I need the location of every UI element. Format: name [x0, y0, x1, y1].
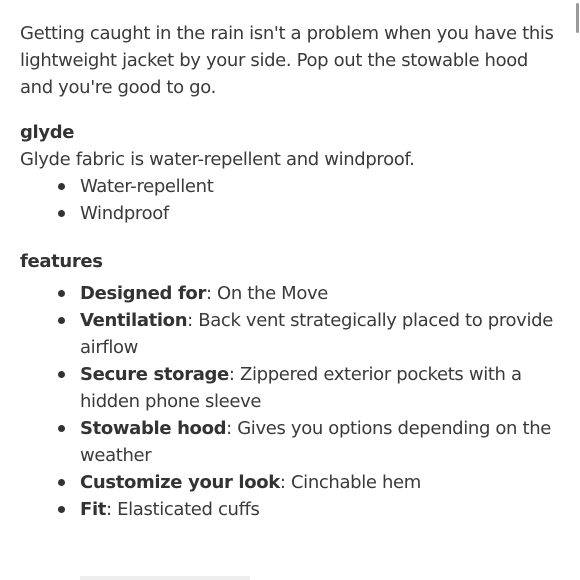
- feature-item-fit: [80, 496, 555, 523]
- feature-text: : Elasticated cuffs: [106, 499, 260, 520]
- feature-item-stowable-hood: [80, 415, 555, 469]
- feature-label: Stowable hood: [80, 418, 227, 439]
- feature-label: Customize your look: [80, 472, 280, 493]
- vertical-scrollbar[interactable]: [576, 0, 580, 580]
- feature-text: : Cinchable hem: [279, 472, 421, 493]
- feature-item-secure-storage: [80, 361, 555, 415]
- glyde-description: Glyde fabric is water-repellent and windproof.: [20, 149, 415, 170]
- feature-item-ventilation: [80, 307, 555, 361]
- intro-paragraph: Getting caught in the rain isn't a problem when you have this lightweight jacket by your side. Pop out the stowable hood and you're good to go.: [20, 23, 554, 98]
- feature-text: : On the Move: [205, 283, 329, 304]
- feature-label: Designed for: [80, 283, 206, 304]
- list-item: Water-repellent: [80, 173, 555, 200]
- bottom-divider: [80, 576, 250, 580]
- feature-label: Fit: [80, 499, 107, 520]
- feature-item-customize-look: [80, 469, 555, 496]
- feature-item-designed-for: [80, 280, 555, 307]
- features-heading: features: [20, 251, 103, 272]
- feature-label: Ventilation: [80, 310, 188, 331]
- product-description: [20, 20, 555, 523]
- features-list: [20, 280, 555, 523]
- list-item: Windproof: [80, 200, 555, 227]
- glyde-bullet-list: [20, 173, 555, 227]
- feature-text: : Gives you options depending on the weather: [80, 418, 551, 466]
- feature-label: Secure storage: [80, 364, 229, 385]
- feature-text: : Back vent strategically placed to provide airflow: [80, 310, 553, 358]
- feature-text: : Zippered exterior pockets with a hidden phone sleeve: [80, 364, 522, 412]
- scrollbar-thumb[interactable]: [576, 3, 579, 33]
- glyde-heading: glyde: [20, 122, 75, 143]
